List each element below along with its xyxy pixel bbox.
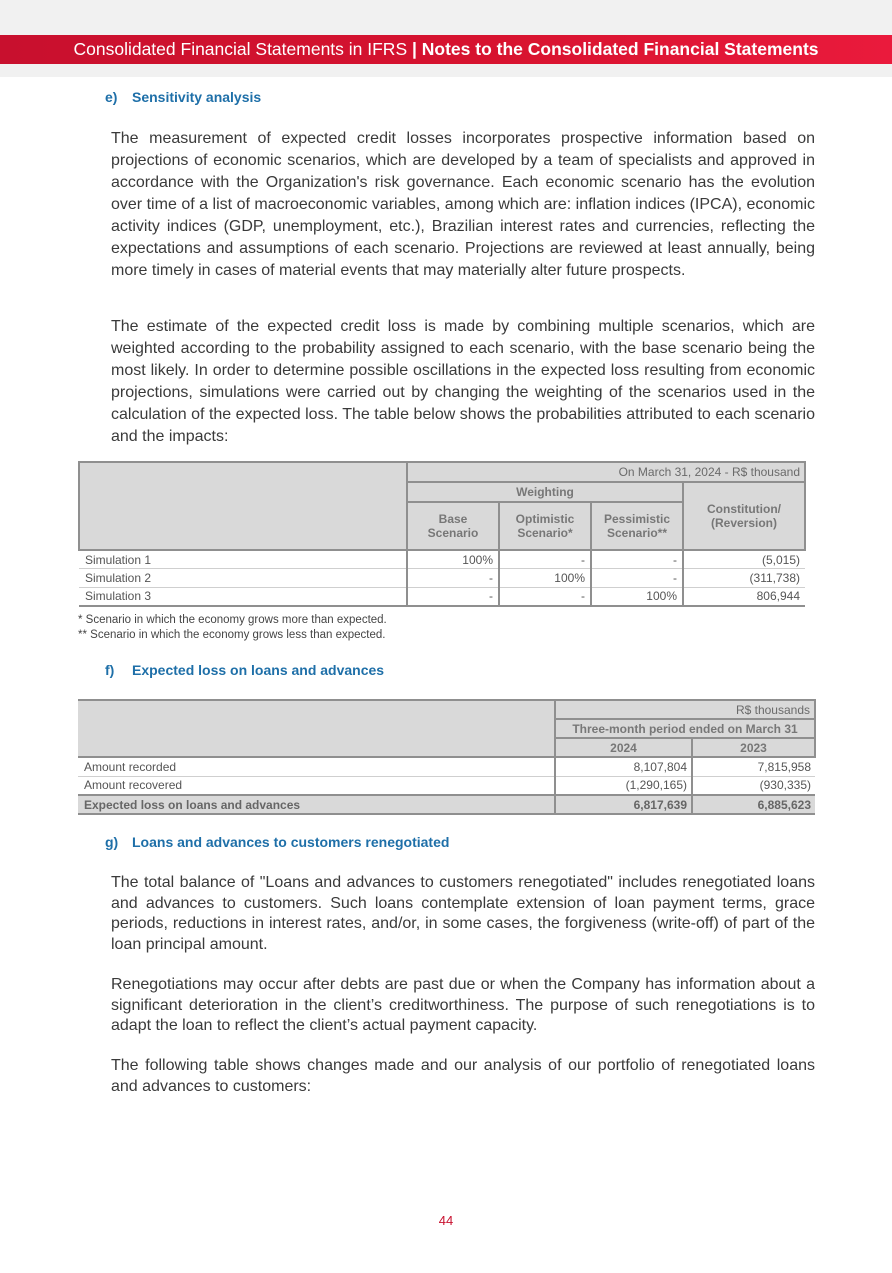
cell-2024: (1,290,165) bbox=[555, 776, 692, 795]
table1-caption: On March 31, 2024 - R$ thousand bbox=[407, 462, 805, 482]
table1-col-pessimistic: Pessimistic Scenario** bbox=[591, 502, 683, 550]
table2-col-2023: 2023 bbox=[692, 738, 815, 757]
header-under-strip bbox=[0, 64, 892, 77]
page-number: 44 bbox=[438, 1213, 454, 1228]
header-subsection: Notes to the Consolidated Financial Statements bbox=[421, 39, 819, 59]
cell-constitution: (5,015) bbox=[683, 550, 805, 569]
table-row bbox=[78, 776, 815, 795]
table-row bbox=[79, 569, 805, 588]
section-e-paragraph-2: The estimate of the expected credit loss is made by combining multiple scenarios, which are weighted according to the probability assigned to each scenario, with the base scenario being the most likely. In order to determine possible oscillations in the expected loss resulting from economic projections, simulations were carried out by changing the weighting of the scenarios used in the calculation of the expected loss. The table below shows the probabilities attributed to each scenario and the impacts: bbox=[111, 318, 815, 445]
table1-footnote-1: * Scenario in which the economy grows more than expected. bbox=[78, 614, 387, 626]
cell-pessimistic: 100% bbox=[591, 587, 683, 606]
cell-base: - bbox=[407, 569, 499, 588]
cell-optimistic: 100% bbox=[499, 569, 591, 588]
table1-weighting-header: Weighting bbox=[407, 482, 683, 502]
sensitivity-table bbox=[78, 461, 806, 607]
section-g-letter: g) bbox=[105, 834, 119, 850]
table1-col-constitution: Constitution/ (Reversion) bbox=[683, 482, 805, 550]
expected-loss-table bbox=[78, 699, 816, 815]
section-g-paragraph-1: The total balance of "Loans and advances to customers renegotiated" includes renegotiated loans and advances to customers. Such loans contemplate extension of loan payment terms, grace periods, reductions in interest rates, and/or, in some cases, the forgiveness (write-off) of part of the loan principal amount. bbox=[111, 874, 815, 953]
row-label: Amount recovered bbox=[78, 776, 555, 795]
table1-col-optimistic: Optimistic Scenario* bbox=[499, 502, 591, 550]
cell-pessimistic: - bbox=[591, 550, 683, 569]
table2-col-2024: 2024 bbox=[555, 738, 692, 757]
section-g-paragraph-3: The following table shows changes made and our analysis of our portfolio of renegotiated loans and advances to customers: bbox=[111, 1057, 815, 1095]
table-row bbox=[79, 587, 805, 606]
table1-corner-cell bbox=[79, 462, 407, 550]
cell-optimistic: - bbox=[499, 550, 591, 569]
table1-col-base: Base Scenario bbox=[407, 502, 499, 550]
section-e-paragraph-1: The measurement of expected credit losses incorporates prospective information based on projections of economic scenarios, which are developed by a team of specialists and approved in accordance with the Organization's risk governance. Each economic scenario has the evolution over time of a list of macroeconomic variables, among which are: inflation indices (IPCA), economic activity indices (GDP, unemployment, etc.), Brazilian interest rates and currencies, reflecting the expectations and assumptions of each scenario. Projections are reviewed at least annually, being more timely in cases of material events that may materially alter future prospects. bbox=[111, 130, 815, 279]
section-g-paragraph-2: Renegotiations may occur after debts are past due or when the Company has information about a significant deterioration in the client’s creditworthiness. The purpose of such renegotiations is to adapt the loan to reflect the client’s actual payment capacity. bbox=[111, 976, 815, 1035]
header-separator: | bbox=[412, 39, 417, 59]
total-label: Expected loss on loans and advances bbox=[78, 795, 555, 814]
cell-constitution: (311,738) bbox=[683, 569, 805, 588]
top-margin-strip bbox=[0, 0, 892, 35]
section-e-heading bbox=[105, 89, 261, 105]
cell-constitution: 806,944 bbox=[683, 587, 805, 606]
row-label: Simulation 2 bbox=[79, 569, 407, 588]
row-label: Amount recorded bbox=[78, 757, 555, 776]
total-2024: 6,817,639 bbox=[555, 795, 692, 814]
section-f-letter: f) bbox=[105, 662, 115, 678]
table2-period-header: Three-month period ended on March 31 bbox=[555, 719, 815, 738]
row-label: Simulation 3 bbox=[79, 587, 407, 606]
table-row bbox=[79, 550, 805, 569]
section-e-title: Sensitivity analysis bbox=[132, 89, 262, 105]
table2-corner-cell bbox=[78, 700, 555, 757]
cell-2023: (930,335) bbox=[692, 776, 815, 795]
section-g-title: Loans and advances to customers renegotiated bbox=[132, 834, 450, 850]
header-section: Consolidated Financial Statements in IFRS bbox=[73, 39, 408, 59]
cell-pessimistic: - bbox=[591, 569, 683, 588]
section-f-heading bbox=[105, 662, 384, 678]
section-f-title: Expected loss on loans and advances bbox=[132, 662, 385, 678]
cell-base: - bbox=[407, 587, 499, 606]
cell-2024: 8,107,804 bbox=[555, 757, 692, 776]
table-total-row bbox=[78, 795, 815, 814]
table-row bbox=[78, 757, 815, 776]
table1-footnote-2: ** Scenario in which the economy grows less than expected. bbox=[78, 629, 386, 641]
section-e-letter: e) bbox=[105, 89, 118, 105]
table2-caption: R$ thousands bbox=[555, 700, 815, 719]
page-header-bar bbox=[0, 35, 892, 64]
row-label: Simulation 1 bbox=[79, 550, 407, 569]
cell-2023: 7,815,958 bbox=[692, 757, 815, 776]
cell-optimistic: - bbox=[499, 587, 591, 606]
cell-base: 100% bbox=[407, 550, 499, 569]
section-g-heading bbox=[105, 834, 449, 850]
total-2023: 6,885,623 bbox=[692, 795, 815, 814]
